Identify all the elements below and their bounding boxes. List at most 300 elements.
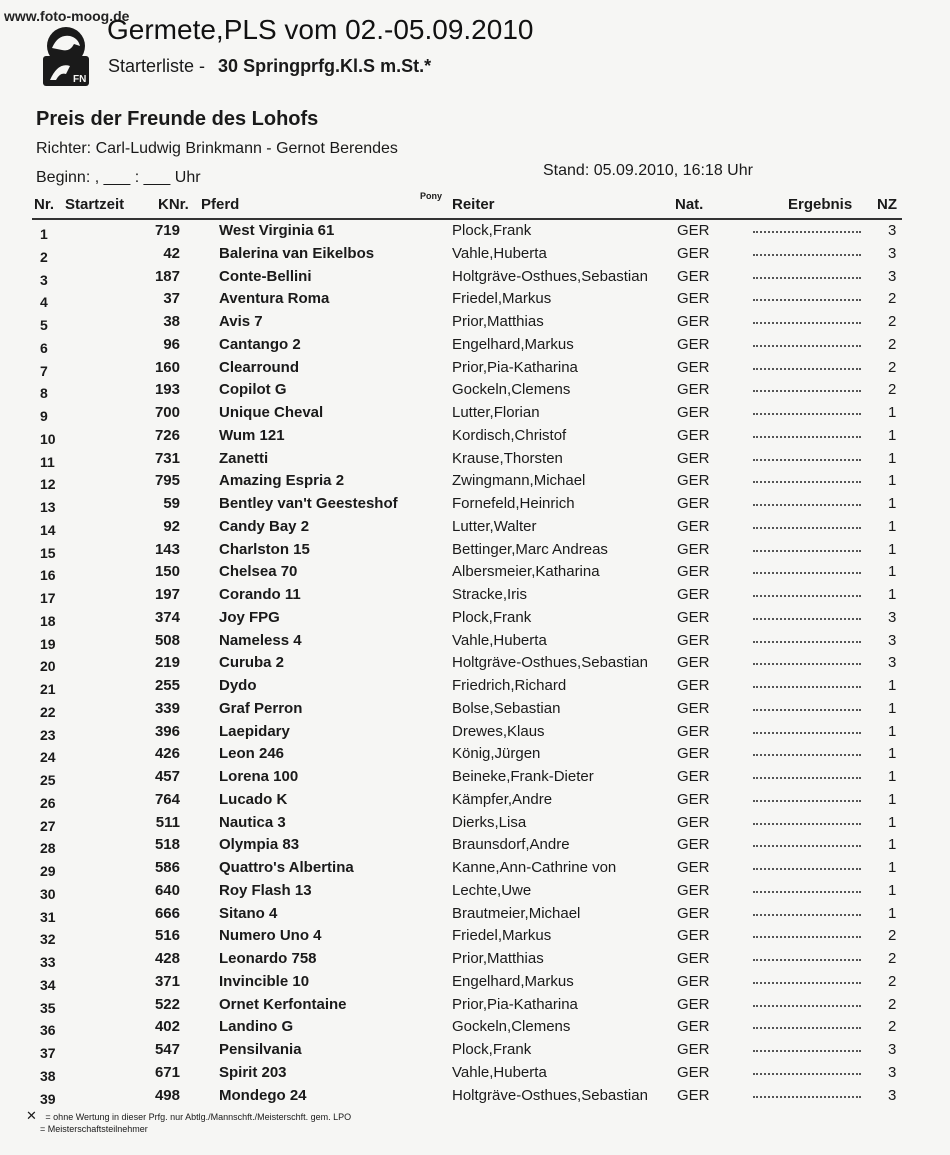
- result-placeholder: [753, 527, 861, 529]
- result-placeholder: [753, 663, 861, 665]
- table-row: [0, 381, 950, 403]
- row-nz: 1: [888, 540, 897, 558]
- row-nr: 37: [40, 1045, 56, 1061]
- row-horse: Clearround: [219, 358, 300, 376]
- row-nz: 3: [888, 244, 897, 262]
- row-knr: 92: [163, 517, 180, 535]
- row-knr: 37: [163, 290, 180, 308]
- row-nr: 2: [40, 248, 48, 265]
- table-row: [0, 268, 950, 290]
- row-rider: Krause,Thorsten: [452, 449, 563, 467]
- row-horse: Chelsea 70: [219, 563, 298, 581]
- row-nat: GER: [677, 1041, 710, 1058]
- judges: Richter: Carl-Ludwig Brinkmann - Gernot Berendes: [36, 140, 398, 157]
- table-row: [0, 609, 950, 631]
- row-nr: 36: [40, 1022, 56, 1039]
- result-placeholder: [753, 277, 861, 279]
- table-row: [0, 495, 950, 517]
- row-nz: 1: [888, 813, 897, 831]
- row-nr: 39: [40, 1090, 56, 1107]
- row-nat: GER: [677, 335, 710, 353]
- result-placeholder: [753, 368, 861, 370]
- row-nz: 3: [888, 1063, 897, 1081]
- table-row: [0, 882, 950, 904]
- row-nat: GER: [677, 1063, 710, 1081]
- result-placeholder: [753, 914, 861, 916]
- result-placeholder: [753, 390, 861, 392]
- row-horse: Numero Uno 4: [219, 927, 322, 945]
- result-placeholder: [753, 322, 861, 324]
- row-horse: Conte-Bellini: [219, 267, 312, 285]
- table-row: [0, 814, 950, 836]
- row-knr: 160: [154, 358, 180, 376]
- table-row: [0, 541, 950, 563]
- row-nz: 1: [888, 904, 897, 922]
- row-knr: 518: [154, 836, 180, 854]
- row-nat: GER: [677, 722, 710, 740]
- row-nz: 1: [888, 426, 897, 444]
- result-placeholder: [753, 1073, 861, 1075]
- result-placeholder: [753, 459, 861, 461]
- row-nat: GER: [677, 1086, 710, 1104]
- row-nat: GER: [677, 790, 710, 808]
- table-row: [0, 313, 950, 335]
- row-horse: Zanetti: [219, 449, 269, 467]
- col-header-nr: Nr.: [34, 196, 55, 213]
- row-rider: Prior,Pia-Katharina: [452, 995, 578, 1013]
- header-rule: [32, 218, 902, 220]
- row-knr: 42: [163, 244, 180, 262]
- row-horse: Copilot G: [219, 381, 287, 399]
- result-placeholder: [753, 1096, 861, 1098]
- row-rider: Kämpfer,Andre: [452, 790, 553, 808]
- row-knr: 187: [154, 267, 180, 285]
- row-rider: Kanne,Ann-Cathrine von: [452, 859, 617, 876]
- row-nz: 1: [888, 745, 897, 763]
- row-knr: 719: [154, 222, 180, 239]
- row-knr: 640: [154, 881, 180, 899]
- result-placeholder: [753, 1027, 861, 1029]
- table-row: [0, 700, 950, 722]
- row-rider: Lutter,Walter: [452, 517, 537, 535]
- row-rider: Plock,Frank: [452, 222, 532, 239]
- row-rider: Gockeln,Clemens: [452, 1018, 571, 1036]
- row-rider: Vahle,Huberta: [452, 631, 547, 649]
- result-placeholder: [753, 413, 861, 415]
- result-placeholder: [753, 550, 861, 552]
- row-rider: Engelhard,Markus: [452, 335, 574, 353]
- row-horse: Aventura Roma: [219, 290, 330, 308]
- row-knr: 59: [163, 495, 180, 512]
- row-rider: Fornefeld,Heinrich: [452, 495, 575, 512]
- result-placeholder: [753, 754, 861, 756]
- row-nz: 2: [888, 1018, 897, 1036]
- row-horse: Cantango 2: [219, 335, 301, 353]
- col-header-pony: Pony: [420, 191, 443, 201]
- row-horse: Mondego 24: [219, 1086, 307, 1104]
- result-placeholder: [753, 641, 861, 643]
- col-header-knr: KNr.: [158, 196, 189, 213]
- row-nz: 2: [888, 381, 897, 399]
- row-nat: GER: [677, 267, 710, 285]
- row-rider: Bolse,Sebastian: [452, 699, 561, 717]
- row-horse: Balerina van Eikelbos: [219, 244, 375, 262]
- row-nz: 3: [888, 1086, 897, 1104]
- table-row: [0, 1018, 950, 1040]
- row-nr: 33: [40, 954, 56, 970]
- row-rider: Kordisch,Christof: [452, 426, 567, 444]
- row-nat: GER: [677, 313, 710, 330]
- row-knr: 671: [154, 1063, 180, 1081]
- row-nr: 20: [40, 658, 56, 675]
- row-rider: Plock,Frank: [452, 1041, 532, 1058]
- row-knr: 374: [154, 608, 180, 626]
- row-nr: 27: [40, 817, 56, 834]
- row-nr: 16: [40, 567, 56, 584]
- row-nr: 12: [40, 476, 56, 493]
- svg-text:FN: FN: [73, 74, 87, 85]
- row-rider: Prior,Matthias: [452, 313, 544, 330]
- row-rider: Plock,Frank: [452, 608, 532, 626]
- row-nat: GER: [677, 449, 710, 467]
- row-nz: 2: [888, 290, 897, 308]
- table-row: [0, 563, 950, 585]
- row-nat: GER: [677, 244, 710, 262]
- row-horse: Wum 121: [219, 426, 285, 444]
- row-rider: Vahle,Huberta: [452, 1063, 547, 1081]
- table-row: [0, 836, 950, 858]
- row-horse: Avis 7: [219, 313, 263, 330]
- row-nr: 38: [40, 1067, 56, 1084]
- result-placeholder: [753, 845, 861, 847]
- row-nz: 2: [888, 313, 897, 330]
- row-rider: Bettinger,Marc Andreas: [452, 540, 608, 558]
- row-nr: 32: [40, 931, 56, 948]
- row-nr: 26: [40, 794, 56, 811]
- cross-icon: ✕: [26, 1108, 37, 1123]
- row-horse: Roy Flash 13: [219, 881, 312, 899]
- result-placeholder: [753, 891, 861, 893]
- row-nat: GER: [677, 563, 710, 581]
- row-nz: 3: [888, 654, 897, 672]
- row-nat: GER: [677, 495, 710, 512]
- table-row: [0, 973, 950, 995]
- result-placeholder: [753, 504, 861, 506]
- row-knr: 371: [154, 972, 180, 990]
- row-rider: Lechte,Uwe: [452, 881, 532, 899]
- result-placeholder: [753, 686, 861, 688]
- table-row: [0, 245, 950, 267]
- result-placeholder: [753, 1005, 861, 1007]
- legend-text-1: = ohne Wertung in dieser Prfg. nur Abtlg./Mannschft./Meisterschft. gem. LPO: [45, 1112, 352, 1122]
- row-nat: GER: [677, 358, 710, 376]
- row-knr: 219: [154, 654, 180, 672]
- row-nz: 1: [888, 859, 897, 876]
- row-nr: 4: [40, 294, 48, 311]
- row-knr: 426: [154, 745, 180, 763]
- table-row: [0, 723, 950, 745]
- row-nat: GER: [677, 222, 710, 239]
- row-knr: 731: [154, 449, 180, 467]
- row-nr: 14: [40, 521, 56, 538]
- row-nz: 2: [888, 995, 897, 1013]
- row-nat: GER: [677, 586, 710, 603]
- table-row: [0, 791, 950, 813]
- result-placeholder: [753, 595, 861, 597]
- table-row: [0, 290, 950, 312]
- table-row: [0, 677, 950, 699]
- col-header-ergebnis: Ergebnis: [788, 196, 853, 213]
- row-rider: Prior,Matthias: [452, 950, 544, 967]
- row-nr: 24: [40, 749, 56, 766]
- competition-name: 30 Springprfg.Kl.S m.St.*: [218, 56, 432, 76]
- row-horse: Landino G: [219, 1018, 294, 1036]
- row-nz: 1: [888, 836, 897, 854]
- row-nr: 25: [40, 772, 56, 788]
- row-rider: Drewes,Klaus: [452, 722, 545, 740]
- row-nz: 1: [888, 768, 897, 785]
- row-nat: GER: [677, 472, 710, 490]
- result-placeholder: [753, 436, 861, 438]
- row-nz: 3: [888, 267, 897, 285]
- row-horse: Candy Bay 2: [219, 517, 310, 535]
- row-horse: Corando 11: [219, 586, 301, 603]
- row-horse: Laepidary: [219, 722, 290, 740]
- row-nz: 1: [888, 722, 897, 740]
- row-nat: GER: [677, 768, 710, 785]
- table-row: [0, 1064, 950, 1086]
- row-knr: 457: [154, 768, 180, 785]
- row-nz: 1: [888, 790, 897, 808]
- row-rider: Stracke,Iris: [452, 586, 528, 603]
- begin-time: Beginn: , ___ : ___ Uhr: [36, 169, 201, 186]
- result-placeholder: [753, 345, 861, 347]
- row-nz: 1: [888, 472, 897, 490]
- table-row: [0, 427, 950, 449]
- row-nz: 2: [888, 950, 897, 967]
- row-nz: 2: [888, 358, 897, 376]
- row-horse: Graf Perron: [219, 699, 303, 717]
- col-header-nat: Nat.: [675, 196, 704, 213]
- row-nat: GER: [677, 813, 710, 831]
- row-horse: Unique Cheval: [219, 404, 324, 421]
- result-placeholder: [753, 709, 861, 711]
- fn-logo: [40, 26, 92, 88]
- result-placeholder: [753, 936, 861, 938]
- row-nat: GER: [677, 859, 710, 876]
- row-rider: Friedel,Markus: [452, 927, 552, 945]
- result-placeholder: [753, 777, 861, 779]
- row-rider: Friedel,Markus: [452, 290, 552, 308]
- row-nr: 22: [40, 703, 56, 720]
- row-knr: 511: [155, 813, 180, 831]
- status-timestamp: Stand: 05.09.2010, 16:18 Uhr: [543, 162, 753, 179]
- row-nat: GER: [677, 1018, 710, 1036]
- row-rider: Holtgräve-Osthues,Sebastian: [452, 267, 648, 285]
- result-placeholder: [753, 481, 861, 483]
- row-rider: Albersmeier,Katharina: [452, 563, 600, 581]
- row-horse: West Virginia 61: [219, 222, 335, 239]
- row-knr: 586: [154, 859, 180, 876]
- row-nz: 1: [888, 563, 897, 581]
- table-row: [0, 472, 950, 494]
- row-nat: GER: [677, 927, 710, 945]
- table-row: [0, 859, 950, 881]
- row-horse: Charlston 15: [219, 540, 310, 558]
- row-nr: 10: [40, 430, 56, 447]
- row-nz: 2: [888, 927, 897, 945]
- row-knr: 516: [154, 927, 180, 945]
- row-knr: 197: [154, 586, 180, 603]
- row-nr: 34: [40, 976, 56, 993]
- row-knr: 795: [154, 472, 180, 490]
- legend-championship: = Meisterschaftsteilnehmer: [40, 1124, 148, 1134]
- row-nr: 9: [40, 408, 48, 424]
- table-row: [0, 336, 950, 358]
- row-nz: 1: [888, 449, 897, 467]
- row-rider: Zwingmann,Michael: [452, 472, 586, 490]
- row-nz: 3: [888, 631, 897, 649]
- table-row: [0, 1041, 950, 1063]
- legend-no-rating: [26, 1108, 351, 1124]
- row-nz: 1: [888, 881, 897, 899]
- row-rider: König,Jürgen: [452, 745, 541, 763]
- table-row: [0, 1087, 950, 1109]
- result-placeholder: [753, 868, 861, 870]
- row-knr: 666: [154, 904, 180, 922]
- row-nr: 35: [40, 999, 56, 1016]
- result-placeholder: [753, 732, 861, 734]
- row-rider: Gockeln,Clemens: [452, 381, 571, 399]
- row-nz: 1: [888, 677, 897, 694]
- table-row: [0, 632, 950, 654]
- row-horse: Curuba 2: [219, 654, 285, 672]
- row-horse: Pensilvania: [219, 1041, 302, 1058]
- subtitle-label: Starterliste -: [108, 56, 206, 76]
- row-rider: Holtgräve-Osthues,Sebastian: [452, 654, 648, 672]
- row-rider: Lutter,Florian: [452, 404, 540, 421]
- row-nr: 19: [40, 635, 56, 652]
- table-row: [0, 222, 950, 244]
- row-nat: GER: [677, 654, 710, 672]
- row-horse: Dydo: [219, 677, 257, 694]
- row-knr: 96: [163, 335, 180, 353]
- result-placeholder: [753, 618, 861, 620]
- col-header-nz: NZ: [877, 196, 897, 213]
- row-horse: Amazing Espria 2: [219, 472, 345, 490]
- table-row: [0, 654, 950, 676]
- row-knr: 193: [154, 381, 180, 399]
- row-nat: GER: [677, 881, 710, 899]
- row-rider: Dierks,Lisa: [452, 813, 527, 831]
- table-row: [0, 450, 950, 472]
- table-row: [0, 518, 950, 540]
- row-knr: 339: [154, 699, 180, 717]
- row-nr: 6: [40, 339, 48, 356]
- row-nz: 1: [888, 404, 897, 421]
- col-header-startzeit: Startzeit: [65, 196, 125, 213]
- result-placeholder: [753, 231, 861, 233]
- row-horse: Spirit 203: [219, 1063, 287, 1081]
- table-row: [0, 905, 950, 927]
- row-nr: 3: [40, 271, 48, 288]
- row-nat: GER: [677, 426, 710, 444]
- document-title: Germete,PLS vom 02.-05.09.2010: [107, 14, 534, 45]
- result-placeholder: [753, 299, 861, 301]
- row-nat: GER: [677, 836, 710, 854]
- row-nat: GER: [677, 699, 710, 717]
- row-horse: Lorena 100: [219, 768, 299, 785]
- row-knr: 700: [154, 404, 180, 421]
- row-horse: Bentley van't Geesteshof: [219, 495, 398, 512]
- row-nat: GER: [677, 517, 710, 535]
- table-row: [0, 745, 950, 767]
- row-horse: Leon 246: [219, 745, 285, 763]
- table-row: [0, 586, 950, 608]
- result-placeholder: [753, 982, 861, 984]
- row-nz: 1: [888, 699, 897, 717]
- col-header-pferd: Pferd: [201, 196, 240, 213]
- row-horse: Olympia 83: [219, 836, 300, 854]
- row-knr: 547: [154, 1041, 180, 1058]
- row-knr: 150: [154, 563, 180, 581]
- row-rider: Braunsdorf,Andre: [452, 836, 570, 854]
- row-nr: 15: [40, 544, 56, 561]
- table-row: [0, 927, 950, 949]
- prize-title: Preis der Freunde des Lohofs: [36, 108, 319, 130]
- row-knr: 764: [154, 790, 180, 808]
- row-nz: 1: [888, 495, 897, 512]
- row-horse: Joy FPG: [219, 608, 280, 626]
- row-rider: Beineke,Frank-Dieter: [452, 768, 594, 785]
- row-knr: 396: [154, 722, 180, 740]
- row-nr: 30: [40, 885, 56, 902]
- row-horse: Sitano 4: [219, 904, 278, 922]
- row-nz: 2: [888, 335, 897, 353]
- row-horse: Nameless 4: [219, 631, 302, 649]
- row-nr: 7: [40, 362, 48, 379]
- row-nat: GER: [677, 290, 710, 308]
- competition-subtitle: [108, 56, 431, 77]
- row-knr: 428: [154, 950, 180, 967]
- row-nr: 1: [40, 226, 48, 242]
- row-nz: 1: [888, 586, 897, 603]
- table-row: [0, 996, 950, 1018]
- row-nz: 3: [888, 1041, 897, 1058]
- row-nat: GER: [677, 540, 710, 558]
- row-nr: 28: [40, 840, 56, 857]
- row-knr: 508: [154, 631, 180, 649]
- row-horse: Invincible 10: [219, 972, 310, 990]
- result-placeholder: [753, 572, 861, 574]
- row-rider: Brautmeier,Michael: [452, 904, 581, 922]
- row-nz: 3: [888, 608, 897, 626]
- row-nr: 21: [40, 681, 56, 697]
- row-nz: 3: [888, 222, 897, 239]
- row-horse: Ornet Kerfontaine: [219, 995, 347, 1013]
- row-nz: 2: [888, 972, 897, 990]
- row-knr: 255: [154, 677, 180, 694]
- row-nat: GER: [677, 404, 710, 421]
- row-nr: 31: [40, 908, 56, 925]
- row-nr: 13: [40, 499, 56, 515]
- row-horse: Leonardo 758: [219, 950, 317, 967]
- row-knr: 498: [154, 1086, 180, 1104]
- result-placeholder: [753, 1050, 861, 1052]
- row-knr: 38: [163, 313, 180, 330]
- row-horse: Lucado K: [219, 790, 288, 808]
- row-nat: GER: [677, 677, 710, 694]
